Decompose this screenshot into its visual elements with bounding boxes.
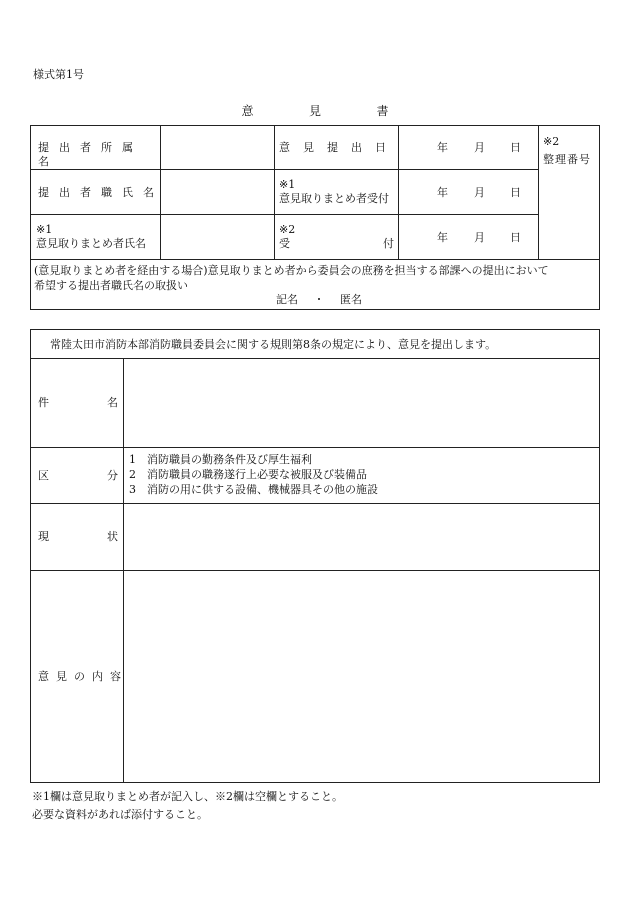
submitter-department-field[interactable] (161, 126, 274, 169)
subject-label: 件 名 (38, 396, 118, 409)
category-option-2[interactable]: 2 消防職員の職務遂行上必要な被服及び装備品 (129, 468, 367, 481)
subject-field[interactable] (124, 359, 599, 447)
category-option-1[interactable]: 1 消防職員の勤務条件及び厚生福利 (129, 453, 312, 466)
date-year-label: 年 (437, 186, 448, 199)
coordinator-name-text: 意見取りまとめ者氏名 (36, 237, 146, 250)
coordinator-name-label (36, 223, 146, 251)
opinion-content-field[interactable] (124, 571, 599, 782)
regulation-statement: 常陸太田市消防本部消防職員委員会に関する規則第8条の規定により、意見を提出します。 (50, 338, 497, 351)
date-day-label: 日 (510, 186, 521, 199)
reference-number-text: 整理番号 (543, 153, 591, 166)
anonymity-instructions (34, 263, 549, 293)
date-year-label: 年 (437, 141, 448, 154)
anonymous-option[interactable]: 匿名 (340, 293, 362, 306)
anonymity-text-line2: 希望する提出者職氏名の取扱い (34, 279, 188, 292)
reference-number-field[interactable] (539, 170, 599, 259)
coordinator-received-text: 意見取りまとめ者受付 (279, 192, 389, 205)
date-month-label: 月 (474, 186, 485, 199)
choice-separator: ・ (313, 293, 325, 306)
named-option[interactable]: 記名 (276, 293, 298, 306)
note-mark-2: ※2 (279, 223, 296, 236)
reception-date-field[interactable] (399, 215, 538, 259)
document-title (0, 102, 630, 119)
form-number-label: 様式第1号 (33, 68, 84, 81)
submitter-name-field[interactable] (161, 170, 274, 214)
note-mark-1: ※1 (279, 178, 296, 191)
coordinator-received-date-field[interactable] (399, 170, 538, 214)
submitter-department-label: 提出者所属名 (38, 141, 143, 168)
coordinator-name-field[interactable] (161, 215, 274, 259)
anonymity-text-line1: (意見取りまとめ者を経由する場合)意見取りまとめ者から委員会の庶務を担当する部課への提出において (34, 264, 549, 277)
footnote-1: ※1欄は意見取りまとめ者が記入し、※2欄は空欄とすること。 (32, 790, 343, 803)
coordinator-received-label (279, 178, 389, 206)
note-mark-1: ※1 (36, 223, 53, 236)
date-year-label: 年 (437, 231, 448, 244)
reception-label: ※2 受 付 (279, 223, 394, 250)
submission-date-label: 意見提出日 (279, 141, 399, 154)
footnote-2: 必要な資料があれば添付すること。 (32, 808, 208, 821)
anonymity-choice (276, 293, 362, 307)
footnotes (32, 788, 343, 824)
title-char-2: 見 (308, 104, 321, 118)
current-status-field[interactable] (124, 504, 599, 570)
date-day-label: 日 (510, 141, 521, 154)
opinion-content-label: 意見の内容 (38, 670, 128, 683)
title-char-3: 書 (376, 104, 389, 118)
submission-date-field[interactable] (399, 126, 538, 169)
date-day-label: 日 (510, 231, 521, 244)
date-month-label: 月 (474, 231, 485, 244)
current-status-label: 現 状 (38, 530, 118, 543)
category-options (129, 452, 378, 497)
date-month-label: 月 (474, 141, 485, 154)
title-char-1: 意 (241, 104, 254, 118)
category-label: 区 分 (38, 469, 118, 482)
reference-number-label (543, 133, 591, 169)
submitter-name-label: 提出者職氏名 (38, 186, 164, 199)
note-mark-2: ※2 (543, 135, 560, 148)
category-option-3[interactable]: 3 消防の用に供する設備、機械器具その他の施設 (129, 483, 378, 496)
